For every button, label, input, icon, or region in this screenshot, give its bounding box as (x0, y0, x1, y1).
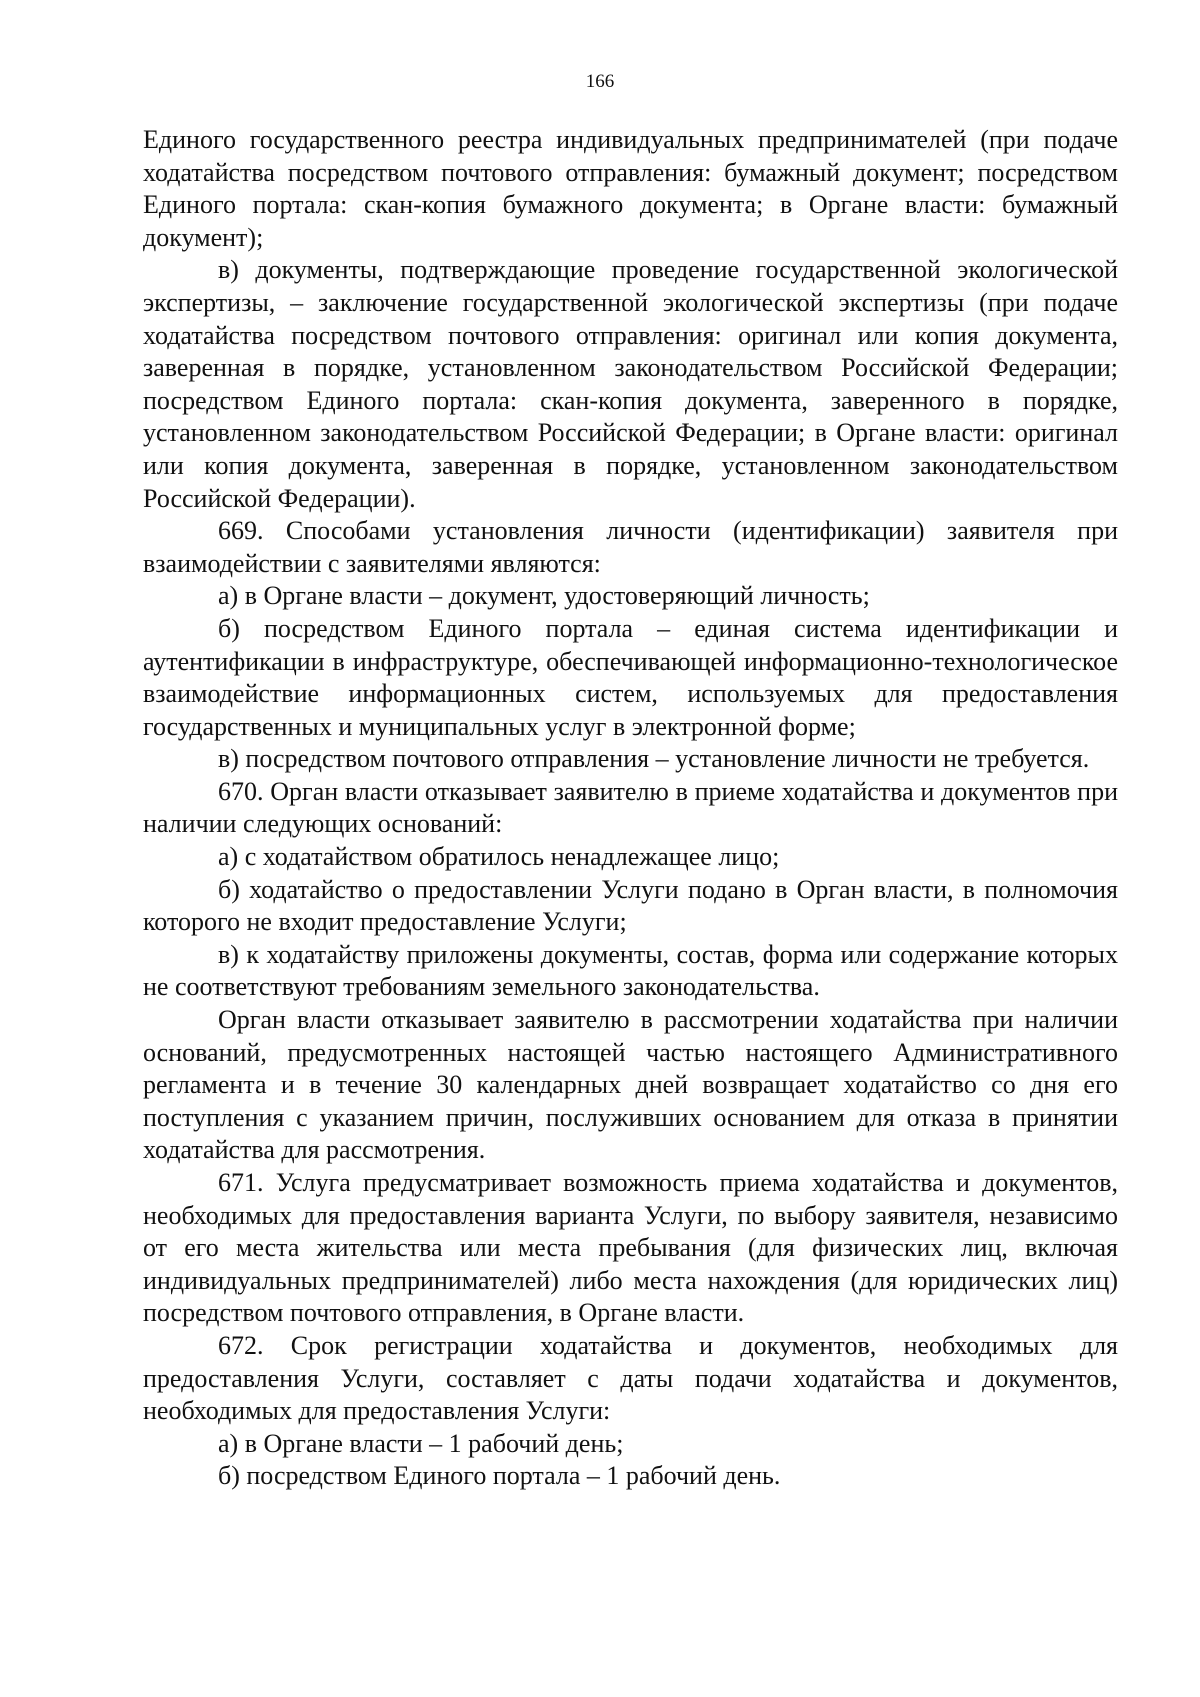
paragraph: б) ходатайство о предоставлении Услуги подано в Орган власти, в полномочия которого не входит предоставление Услуги; (143, 874, 1118, 937)
paragraph: б) посредством Единого портала – 1 рабочий день. (218, 1461, 781, 1491)
paragraph: Орган власти отказывает заявителю в рассмотрении ходатайства при наличии оснований, предусмотренных настоящей частью настоящего Административного регламента и в течение 30 календарных дней возвращает ходатайство со дня его поступления с указанием причин, послуживших основанием для отказа в принятии ходатайства для рассмотрения. (143, 1005, 1118, 1165)
page-number: 166 (585, 71, 615, 92)
paragraph: в) к ходатайству приложены документы, состав, форма или содержание которых не соответствуют требованиям земельного законодательства. (143, 939, 1118, 1002)
paragraph: 670. Орган власти отказывает заявителю в приеме ходатайства и документов при наличии следующих оснований: (143, 776, 1118, 839)
paragraph: Единого государственного реестра индивидуальных предпринимателей (при подаче ходатайства посредством почтового отправления: бумажный документ; посредством Единого портала: скан-копия бумажного документа; в Органе власти: бумажный документ); (143, 125, 1118, 252)
paragraph: в) посредством почтового отправления – установление личности не требуется. (218, 744, 1090, 774)
paragraph: 671. Услуга предусматривает возможность приема ходатайства и документов, необходимых для предоставления варианта Услуги, по выбору заявителя, независимо от его места жительства или места пребывания (для физических лиц, включая индивидуальных предпринимателей) либо места нахождения (для юридических лиц) посредством почтового отправления, в Органе власти. (143, 1168, 1118, 1328)
document-body (143, 124, 1118, 1493)
paragraph: 669. Способами установления личности (идентификации) заявителя при взаимодействии с заявителями являются: (143, 516, 1118, 578)
paragraph: а) в Органе власти – 1 рабочий день; (218, 1428, 624, 1458)
paragraph: а) в Органе власти – документ, удостоверяющий личность; (218, 581, 870, 611)
paragraph: б) посредством Единого портала – единая система идентификации и аутентификации в инфраструктуре, обеспечивающей информационно-технологическое взаимодействие информационных систем, используемых для предоставления государственных и муниципальных услуг в электронной форме; (143, 613, 1118, 741)
paragraph: в) документы, подтверждающие проведение государственной экологической экспертизы, – заключение государственной экологической экспертизы (при подаче ходатайства посредством почтового отправления: оригинал или копия документа, заверенная в порядке, установленном законодательством Российской Федерации; посредством Единого портала: скан-копия документа, заверенного в порядке, установленном законодательством Российской Федерации; в Органе власти: оригинал или копия документа, заверенная в порядке, установленном законодательством Российской Федерации). (143, 255, 1118, 513)
paragraph: 672. Срок регистрации ходатайства и документов, необходимых для предоставления Услуги, составляет с даты подачи ходатайства и документов, необходимых для предоставления Услуги: (143, 1330, 1118, 1426)
paragraph: а) с ходатайством обратилось ненадлежащее лицо; (218, 842, 780, 872)
